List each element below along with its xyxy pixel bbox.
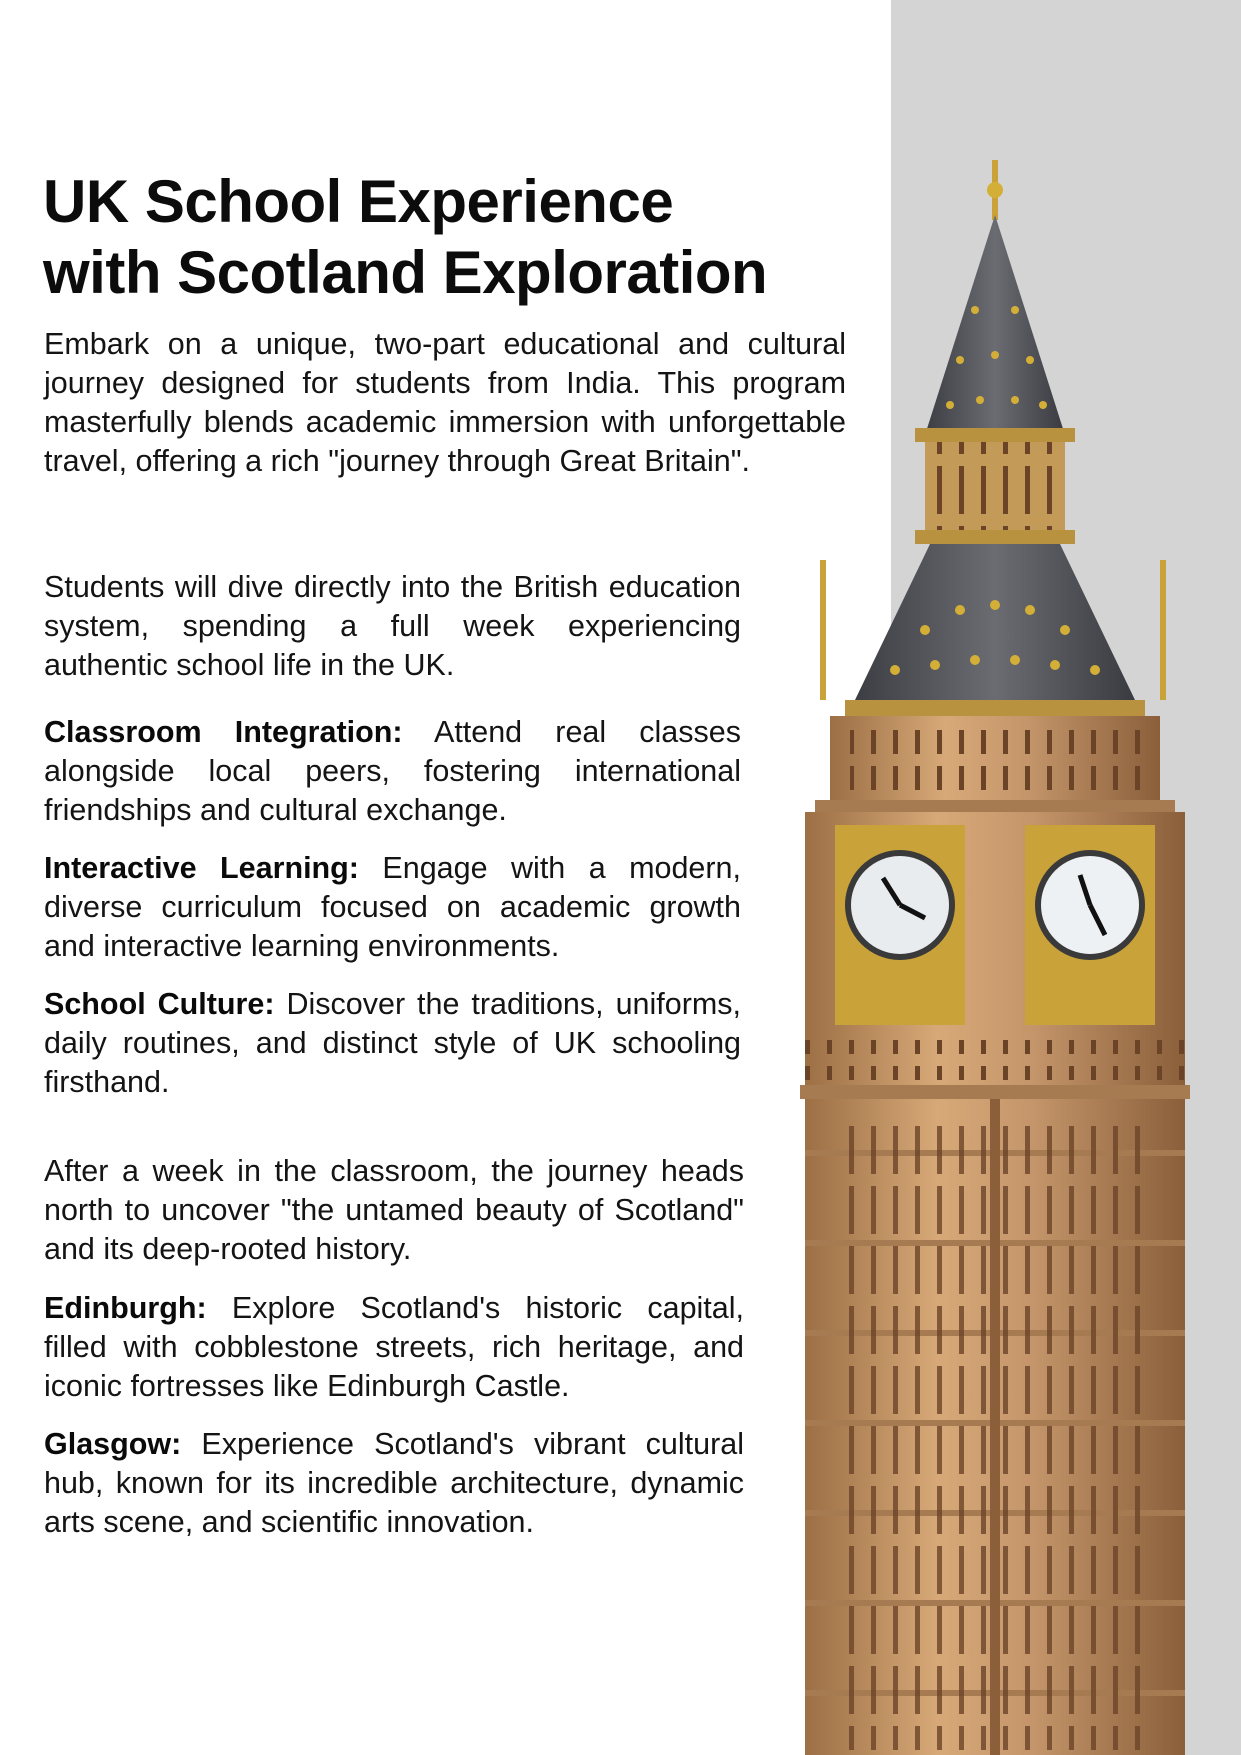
point-text: Experience Scotland's vibrant cultural hub, known for its incredible architecture, dynamic arts scene, and scientific innovation. [44, 1427, 744, 1539]
school-lead-paragraph: Students will dive directly into the British education system, spending a full week experiencing authentic school life in the UK. [44, 570, 741, 682]
lower-roof [855, 544, 1135, 700]
intro-paragraph: Embark on a unique, two-part educational and cultural journey designed for students from India. This program masterfully blends academic immersion with unforgettable travel, offering a rich "journey through Great Britain". [44, 327, 846, 478]
point-heading: Interactive Learning: [44, 851, 359, 885]
edinburgh-point [44, 1289, 744, 1406]
point-heading: Glasgow: [44, 1427, 182, 1461]
point-heading: Edinburgh: [44, 1291, 207, 1325]
scotland-lead-paragraph: After a week in the classroom, the journey heads north to uncover "the untamed beauty of Scotland" and its deep-rooted history. [44, 1154, 744, 1266]
point-heading: Classroom Integration: [44, 715, 403, 749]
page-title [43, 166, 863, 308]
point-text: Explore Scotland's historic capital, filled with cobblestone streets, rich heritage, and iconic fortresses like Edinburgh Castle. [44, 1291, 744, 1403]
big-ben-tower-image [775, 160, 1195, 1755]
point-text: Discover the traditions, uniforms, daily routines, and distinct style of UK schooling firsthand. [44, 987, 741, 1099]
point-heading: School Culture: [44, 987, 275, 1021]
point-text: Attend real classes alongside local peers, fostering international friendships and cultural exchange. [44, 715, 741, 827]
title-line-2: with Scotland Exploration [43, 239, 768, 306]
classroom-integration-point [44, 713, 741, 830]
glasgow-point [44, 1425, 744, 1542]
title-line-1: UK School Experience [43, 168, 674, 235]
school-culture-point [44, 985, 741, 1102]
point-text: Engage with a modern, diverse curriculum focused on academic growth and interactive learning environments. [44, 851, 741, 963]
interactive-learning-point [44, 849, 741, 966]
